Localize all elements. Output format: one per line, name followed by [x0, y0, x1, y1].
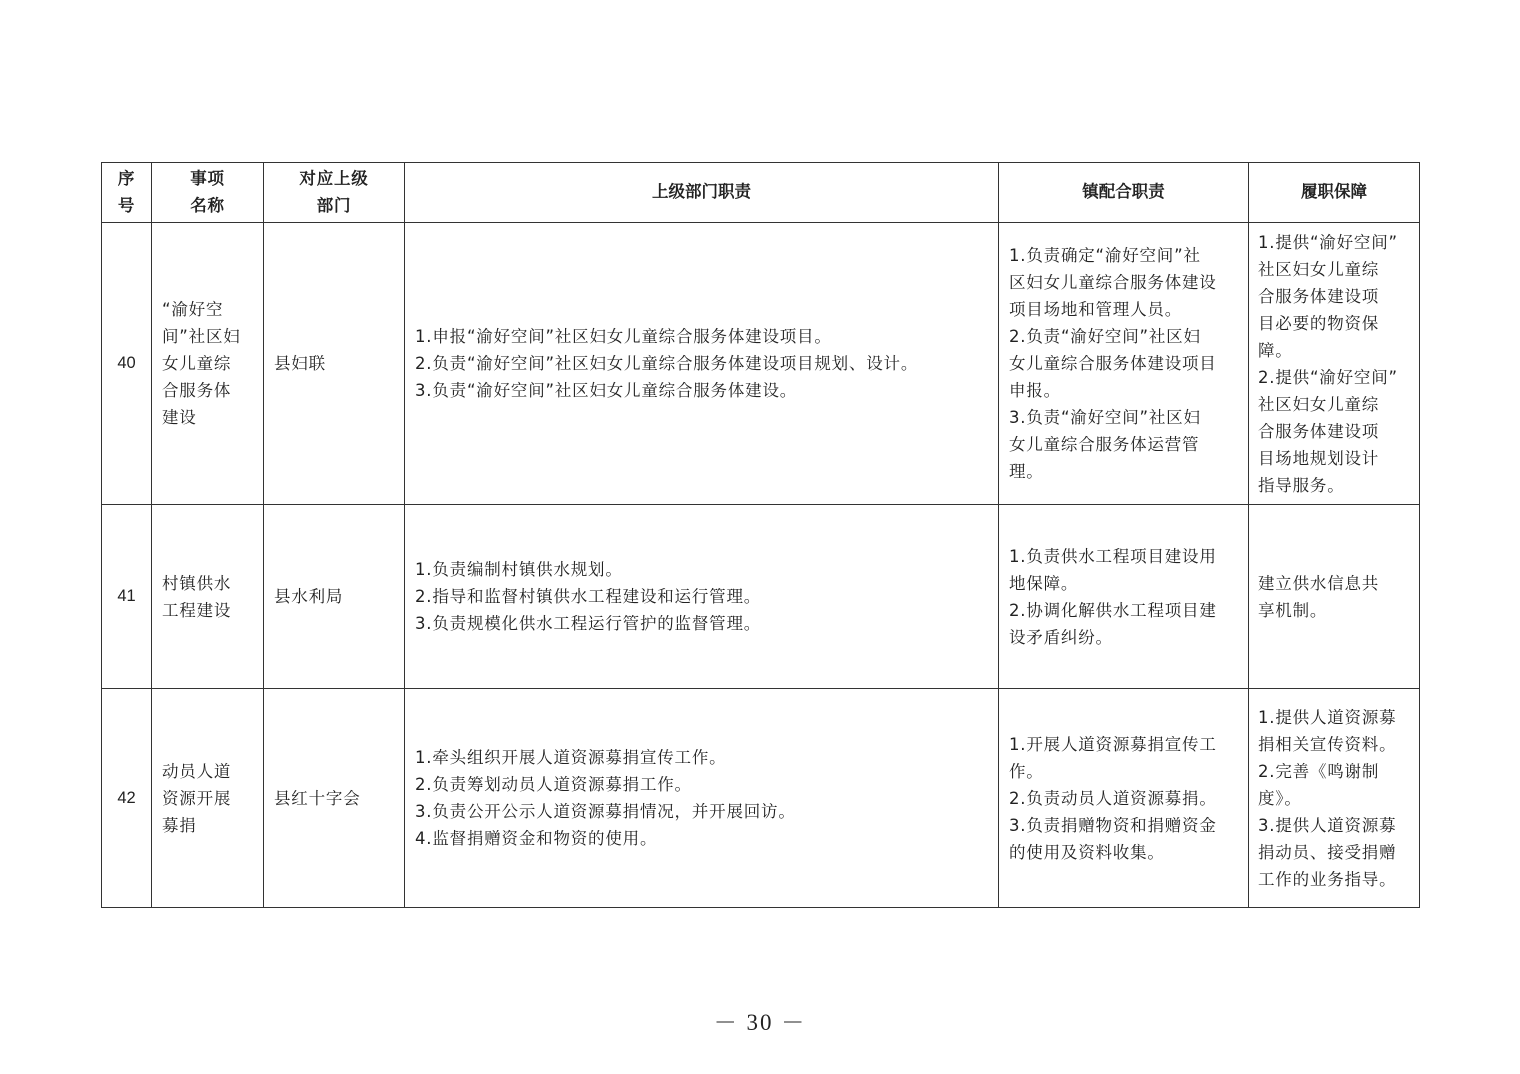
row-no: 41: [102, 505, 152, 689]
row-upper-duty: 1.申报“渝好空间”社区妇女儿童综合服务体建设项目。 2.负责“渝好空间”社区妇女儿童综合服务体建设项目规划、设计。 3.负责“渝好空间”社区妇女儿童综合服务体建设。: [405, 223, 999, 505]
header-item: 事项 名称: [152, 163, 264, 223]
table-row: [102, 505, 1420, 689]
header-dept: 对应上级 部门: [264, 163, 405, 223]
row-town-duty: 1.负责供水工程项目建设用 地保障。 2.协调化解供水工程项目建 设矛盾纠纷。: [999, 505, 1249, 689]
row-town-duty: 1.负责确定“渝好空间”社 区妇女儿童综合服务体建设 项目场地和管理人员。 2.负责“渝好空间”社区妇 女儿童综合服务体建设项目 申报。 3.负责“渝好空间”社区妇 女儿童综合服务体运营管 理。: [999, 223, 1249, 505]
row-item: “渝好空 间”社区妇 女儿童综 合服务体 建设: [152, 223, 264, 505]
row-upper-duty: 1.牵头组织开展人道资源募捐宣传工作。 2.负责筹划动员人道资源募捐工作。 3.负责公开公示人道资源募捐情况，并开展回访。 4.监督捐赠资金和物资的使用。: [405, 689, 999, 908]
row-item: 动员人道 资源开展 募捐: [152, 689, 264, 908]
row-no: 42: [102, 689, 152, 908]
table-row: [102, 223, 1420, 505]
row-no: 40: [102, 223, 152, 505]
row-guarantee: 建立供水信息共 享机制。: [1249, 505, 1420, 689]
row-dept: 县妇联: [264, 223, 405, 505]
row-upper-duty: 1.负责编制村镇供水规划。 2.指导和监督村镇供水工程建设和运行管理。 3.负责规模化供水工程运行管护的监督管理。: [405, 505, 999, 689]
duty-table: [101, 162, 1420, 908]
header-no: 序 号: [102, 163, 152, 223]
row-dept: 县水利局: [264, 505, 405, 689]
header-row: [102, 163, 1420, 223]
header-upper-duty: 上级部门职责: [405, 163, 999, 223]
row-town-duty: 1.开展人道资源募捐宣传工 作。 2.负责动员人道资源募捐。 3.负责捐赠物资和捐赠资金 的使用及资料收集。: [999, 689, 1249, 908]
row-item: 村镇供水 工程建设: [152, 505, 264, 689]
row-guarantee: 1.提供人道资源募 捐相关宣传资料。 2.完善《鸣谢制 度》。 3.提供人道资源募 捐动员、接受捐赠 工作的业务指导。: [1249, 689, 1420, 908]
row-guarantee: 1.提供“渝好空间” 社区妇女儿童综 合服务体建设项 目必要的物资保 障。 2.提供“渝好空间” 社区妇女儿童综 合服务体建设项 目场地规划设计 指导服务。: [1249, 223, 1420, 505]
row-dept: 县红十字会: [264, 689, 405, 908]
header-town-duty: 镇配合职责: [999, 163, 1249, 223]
page-number: － 30 －: [713, 1010, 807, 1035]
table-row: [102, 689, 1420, 908]
header-guarantee: 履职保障: [1249, 163, 1420, 223]
